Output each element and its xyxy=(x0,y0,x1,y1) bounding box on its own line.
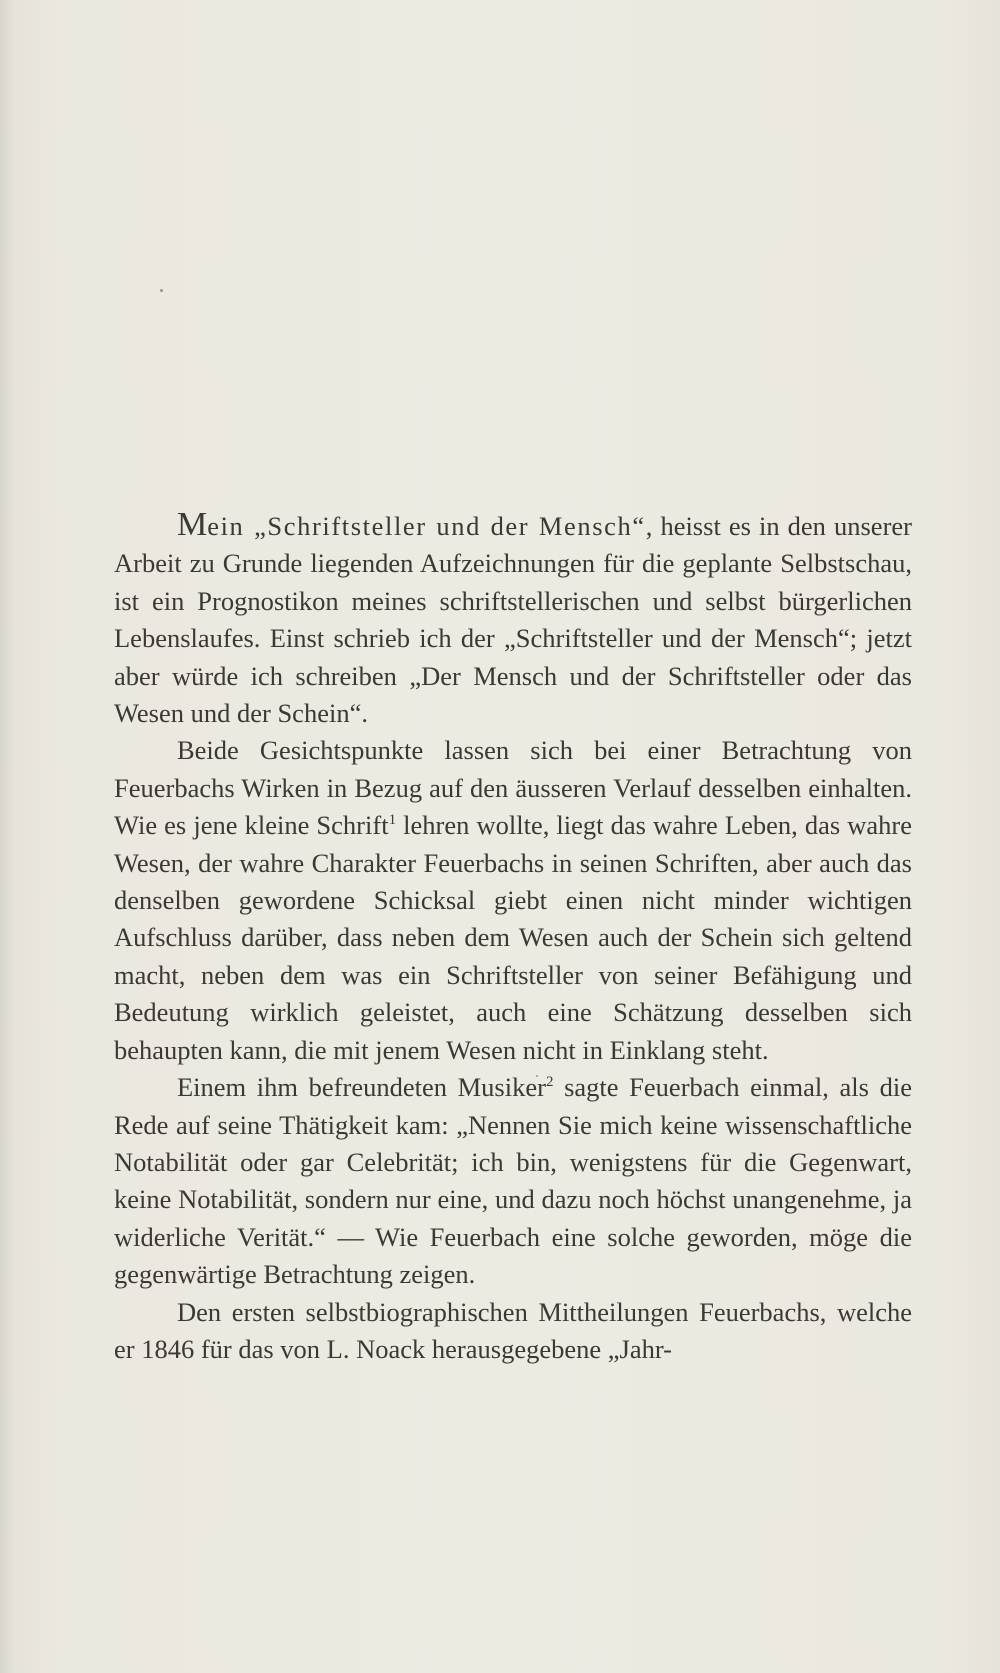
paragraph-1 xyxy=(114,506,912,732)
emphasized-title: ein „Schriftsteller und der Mensch“ xyxy=(207,511,646,541)
initial-letter: M xyxy=(177,506,208,543)
paragraph-3-text-b: sagte Feuerbach einmal, als die Rede auf seine Thätigkeit kam: „Nennen Sie mich keine wissenschaftliche Notabilität oder gar Celebrität; ich bin, wenigstens für die Gegenwart, keine Notabilität, sondern nur eine, und dazu noch höchst unangenehme, ja widerliche Verität.“ — Wie Feuerbach eine solche geworden, möge die gegenwärtige Betrachtung zeigen. xyxy=(114,1072,912,1290)
footnote-marker-2[interactable]: 2 xyxy=(545,1074,554,1091)
binding-shadow xyxy=(0,0,14,1673)
paper-speck xyxy=(160,289,163,292)
paragraph-4 xyxy=(114,1294,912,1369)
paragraph-4-text: Den ersten selbstbiographischen Mittheilungen Feuerbachs, welche er 1846 für das von L. Noack herausgegebene „Jahr- xyxy=(114,1296,912,1364)
paragraph-2-text-b: lehren wollte, liegt das wahre Leben, das wahre Wesen, der wahre Charakter Feuerbachs in seinen Schriften, aber auch das denselben gewordene Schicksal giebt einen nicht minder wichtigen Aufschluss darüber, dass neben dem Wesen auch der Schein sich geltend macht, neben dem was ein Schriftsteller von seiner Befähigung und Bedeutung wirklich geleistet, auch eine Schätzung desselben sich behaupten kann, die mit jenem Wesen nicht in Einklang steht. xyxy=(114,810,912,1065)
paragraph-2-text-a: Beide Gesichtspunkte lassen sich bei einer Betrachtung von Feuerbachs Wirken in Bezug auf den äusseren Verlauf desselben einhalten. Wie es jene kleine Schrift xyxy=(114,735,912,841)
paragraph-2 xyxy=(114,732,912,1069)
footnote-marker-1[interactable]: 1 xyxy=(388,812,397,829)
paragraph-3-text-a: Einem ihm befreundeten Musiker xyxy=(177,1072,546,1103)
paragraph-3 xyxy=(114,1069,912,1293)
body-text xyxy=(114,506,912,1368)
paragraph-1-text: , heisst es in den unserer Arbeit zu Grunde liegenden Aufzeichnungen für die geplante Selbstschau, ist ein Prognostikon meines schriftstellerischen und selbst bürgerlichen Lebenslaufes. Einst schrieb ich der „Schriftsteller und der Mensch“; jetzt aber würde ich schreiben „Der Mensch und der Schriftsteller oder das Wesen und der Schein“. xyxy=(114,511,912,729)
